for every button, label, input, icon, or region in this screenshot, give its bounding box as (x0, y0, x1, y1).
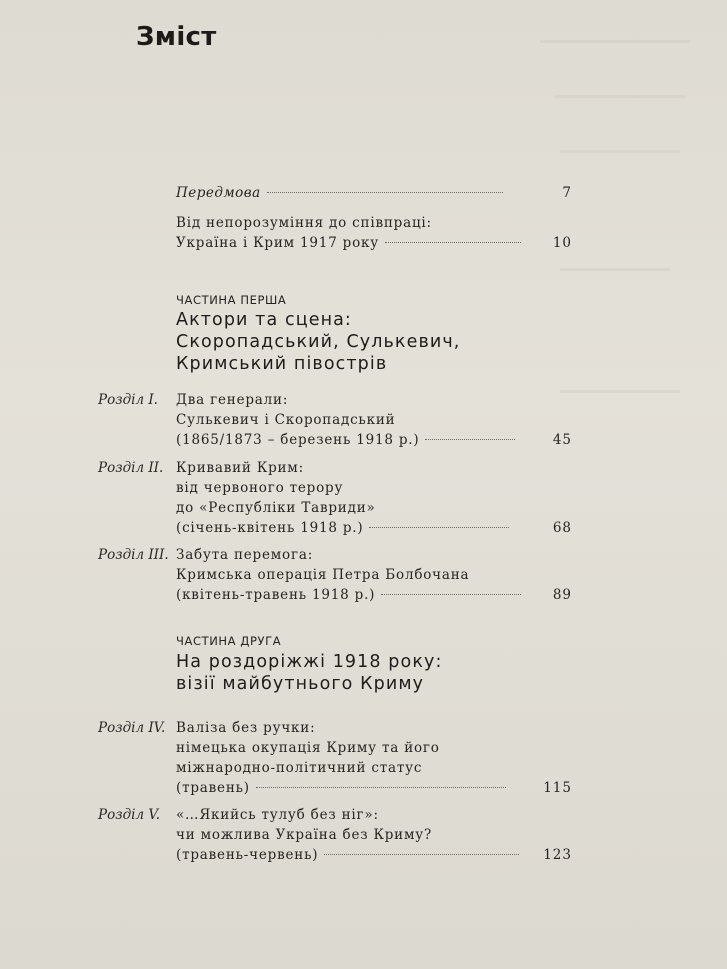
entry-line: до «Республіки Тавриди» (176, 500, 376, 516)
part-title-line: Актори та сцена: (176, 310, 352, 330)
dot-leader (267, 192, 503, 193)
chapter-label: Розділ III. (98, 547, 169, 563)
entry-line: німецька окупація Криму та його (176, 740, 440, 756)
chapter-label: Розділ II. (98, 460, 164, 476)
entry-line: Валіза без ручки: (176, 720, 316, 736)
dot-leader (369, 527, 509, 528)
part-title (176, 309, 460, 375)
chapter-label: Розділ V. (98, 807, 161, 823)
dot-leader (256, 787, 506, 788)
page-number: 89 (552, 587, 572, 603)
entry-line: Від непорозуміння до співпраці: (176, 215, 432, 231)
preface-label: Передмова (176, 185, 261, 201)
page-number: 7 (562, 185, 572, 201)
entry-line: чи можлива Україна без Криму? (176, 827, 433, 843)
part-title-line: візії майбутнього Криму (176, 674, 425, 694)
entry-line: (січень-квітень 1918 р.) (176, 520, 364, 536)
part-title-line: Скоропадський, Сулькевич, (176, 332, 461, 352)
entry-line: Україна і Крим 1917 року (176, 235, 380, 251)
dot-leader (324, 854, 519, 855)
entry-line: Два генерали: (176, 392, 289, 408)
part-title (176, 651, 442, 695)
entry-line: Забута перемога: (176, 547, 314, 563)
entry-line: (квітень-травень 1918 р.) (176, 587, 376, 603)
part-title-line: Кримський півострів (176, 354, 388, 374)
page-title: Зміст (136, 22, 217, 52)
page-number: 115 (543, 780, 572, 796)
part-label: ЧАСТИНА ПЕРША (176, 293, 287, 307)
entry-line: Кривавий Крим: (176, 460, 304, 476)
show-through-mark (560, 150, 680, 153)
dot-leader (381, 594, 521, 595)
show-through-mark (540, 40, 690, 43)
entry-line: «…Якийсь тулуб без ніг»: (176, 807, 379, 823)
show-through-mark (555, 95, 685, 98)
part-label: ЧАСТИНА ДРУГА (176, 634, 282, 648)
part-title-line: На роздоріжжі 1918 року: (176, 652, 443, 672)
dot-leader (425, 439, 515, 440)
chapter-label: Розділ IV. (98, 720, 166, 736)
dot-leader (385, 242, 521, 243)
page-number: 45 (552, 432, 572, 448)
entry-line: від червоного терору (176, 480, 344, 496)
entry-line: Кримська операція Петра Болбочана (176, 567, 470, 583)
page-number: 123 (543, 847, 572, 863)
page-number: 10 (552, 235, 572, 251)
show-through-mark (560, 268, 670, 271)
entry-line: (травень-червень) (176, 847, 319, 863)
entry-line: (травень) (176, 780, 250, 796)
entry-line: (1865/1873 – березень 1918 р.) (176, 432, 420, 448)
show-through-mark (560, 390, 680, 393)
entry-line: міжнародно-політичний статус (176, 760, 423, 776)
entry-line: Сулькевич і Скоропадський (176, 412, 396, 428)
page-number: 68 (552, 520, 572, 536)
chapter-label: Розділ I. (98, 392, 158, 408)
